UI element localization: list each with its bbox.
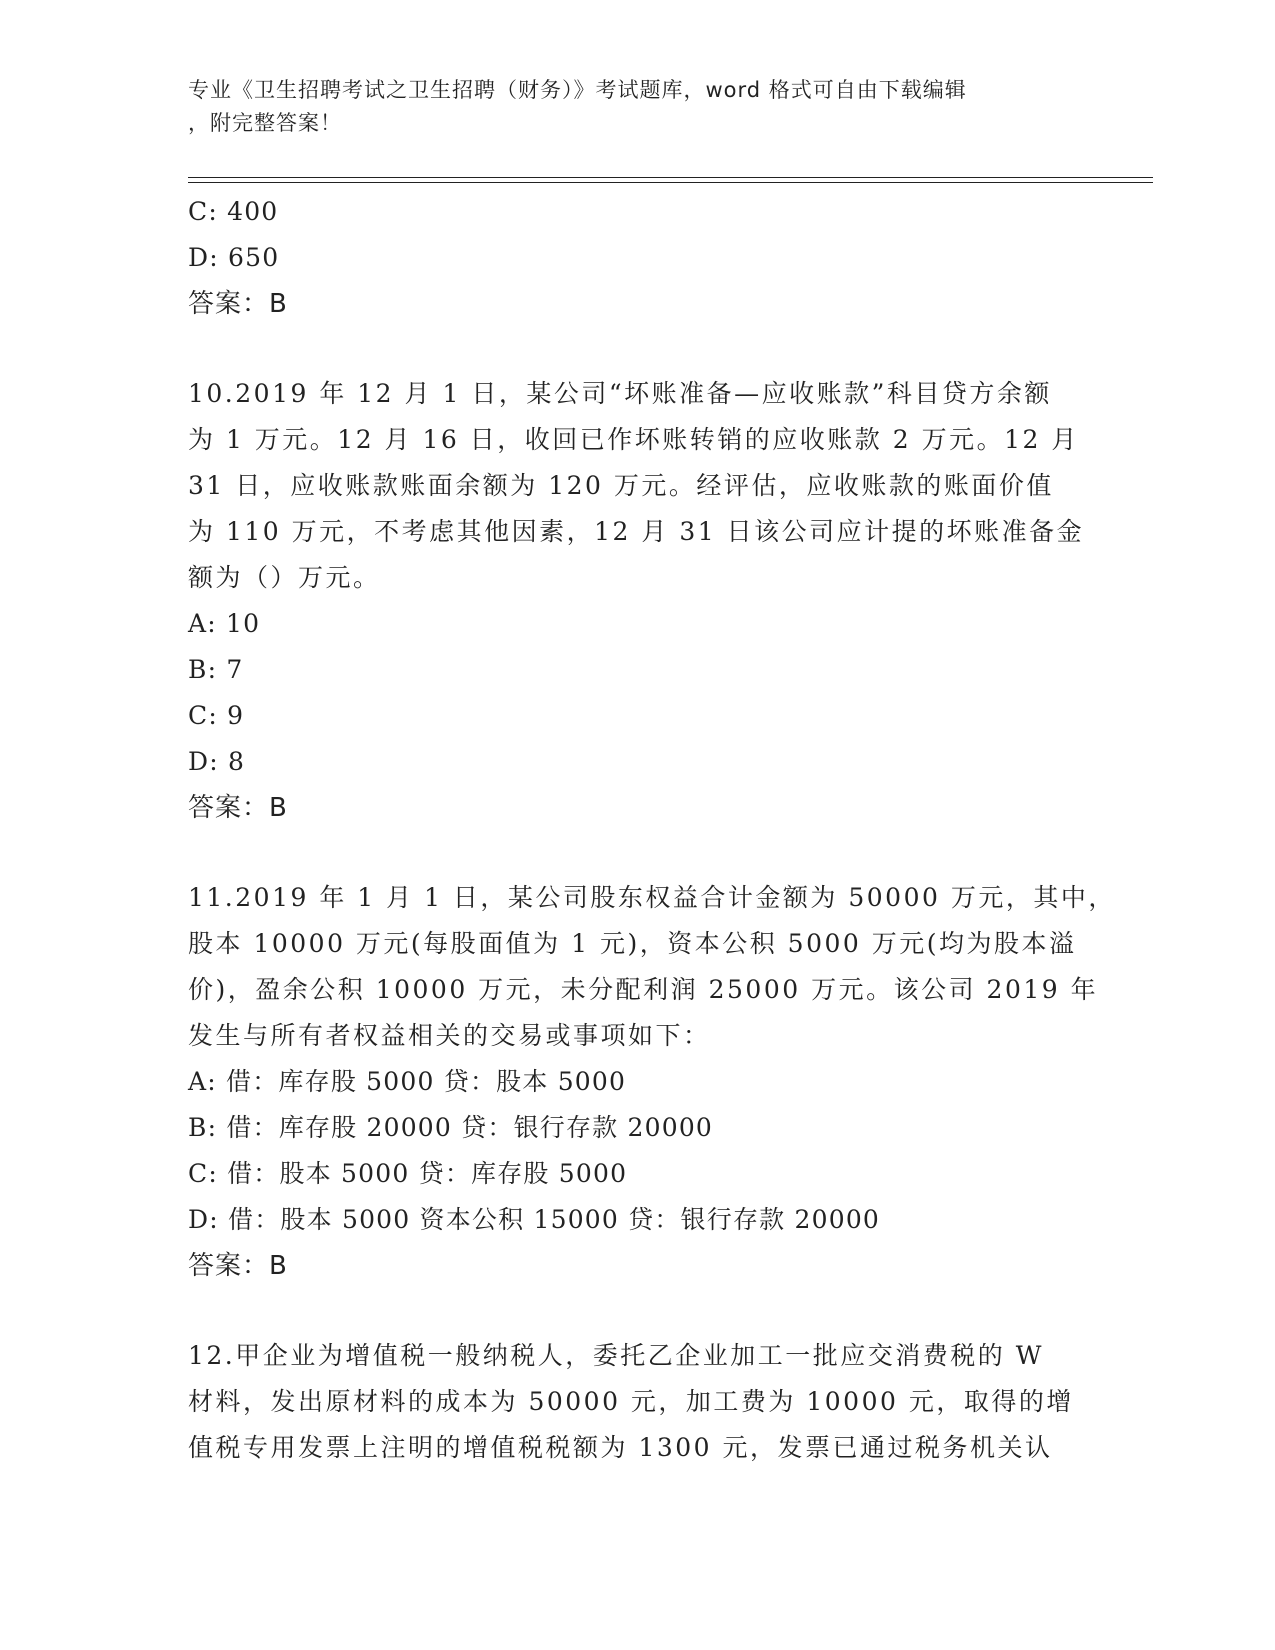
option-d: D: 借：股本 5000 资本公积 15000 贷：银行存款 20000 — [188, 1205, 881, 1234]
question-11 — [188, 875, 1116, 1289]
stem-line: 价)，盈余公积 10000 万元，未分配利润 25000 万元。该公司 2019 年 — [188, 975, 1099, 1004]
answer: 答案：B — [188, 289, 288, 319]
answer: 答案：B — [188, 1251, 288, 1281]
prev-question-block — [188, 189, 1088, 327]
document-body — [188, 189, 1116, 1471]
option-c: C: 9 — [188, 701, 245, 730]
question-10 — [188, 371, 1088, 831]
option-d: D: 8 — [188, 747, 246, 776]
stem-line: 发生与所有者权益相关的交易或事项如下： — [188, 1021, 711, 1050]
option-a: A: 借：库存股 5000 贷：股本 5000 — [188, 1067, 627, 1096]
stem-line: 10.2019 年 12 月 1 日，某公司“坏账准备—应收账款”科目贷方余额 — [188, 379, 1052, 408]
stem-line: 12.甲企业为增值税一般纳税人，委托乙企业加工一批应交消费税的 W — [188, 1341, 1044, 1370]
header-line-2: ，附完整答案！ — [188, 111, 342, 135]
question-stem — [188, 1333, 1088, 1471]
stem-line: 材料，发出原材料的成本为 50000 元，加工费为 10000 元，取得的增 — [188, 1387, 1074, 1416]
stem-line: 股本 10000 万元(每股面值为 1 元)，资本公积 5000 万元(均为股本溢 — [188, 929, 1077, 958]
question-spacer — [188, 831, 1088, 875]
option-c: C: 借：股本 5000 贷：库存股 5000 — [188, 1159, 628, 1188]
stem-line: 值税专用发票上注明的增值税税额为 1300 元，发票已通过税务机关认 — [188, 1433, 1053, 1462]
stem-line: 为 1 万元。12 月 16 日，收回已作坏账转销的应收账款 2 万元。12 月 — [188, 425, 1079, 454]
page-header — [188, 74, 1078, 140]
header-line-1: 专业《卫生招聘考试之卫生招聘（财务）》考试题库，word 格式可自由下载编辑 — [188, 78, 967, 102]
question-stem — [188, 371, 1088, 601]
question-spacer — [188, 327, 1088, 371]
stem-line: 额为（）万元。 — [188, 563, 381, 592]
option-c: C: 400 — [188, 197, 279, 226]
question-spacer — [188, 1289, 1088, 1333]
option-d: D: 650 — [188, 243, 280, 272]
stem-line: 11.2019 年 1 月 1 日，某公司股东权益合计金额为 50000 万元，其中， — [188, 883, 1116, 912]
header-divider-bottom — [188, 182, 1153, 183]
option-b: B: 7 — [188, 655, 244, 684]
option-b: B: 借：库存股 20000 贷：银行存款 20000 — [188, 1113, 714, 1142]
header-divider-top — [188, 177, 1153, 178]
question-12 — [188, 1333, 1088, 1471]
option-a: A: 10 — [188, 609, 261, 638]
answer: 答案：B — [188, 793, 288, 823]
question-stem — [188, 875, 1116, 1059]
stem-line: 为 110 万元，不考虑其他因素，12 月 31 日该公司应计提的坏账准备金 — [188, 517, 1085, 546]
stem-line: 31 日，应收账款账面余额为 120 万元。经评估，应收账款的账面价值 — [188, 471, 1054, 500]
